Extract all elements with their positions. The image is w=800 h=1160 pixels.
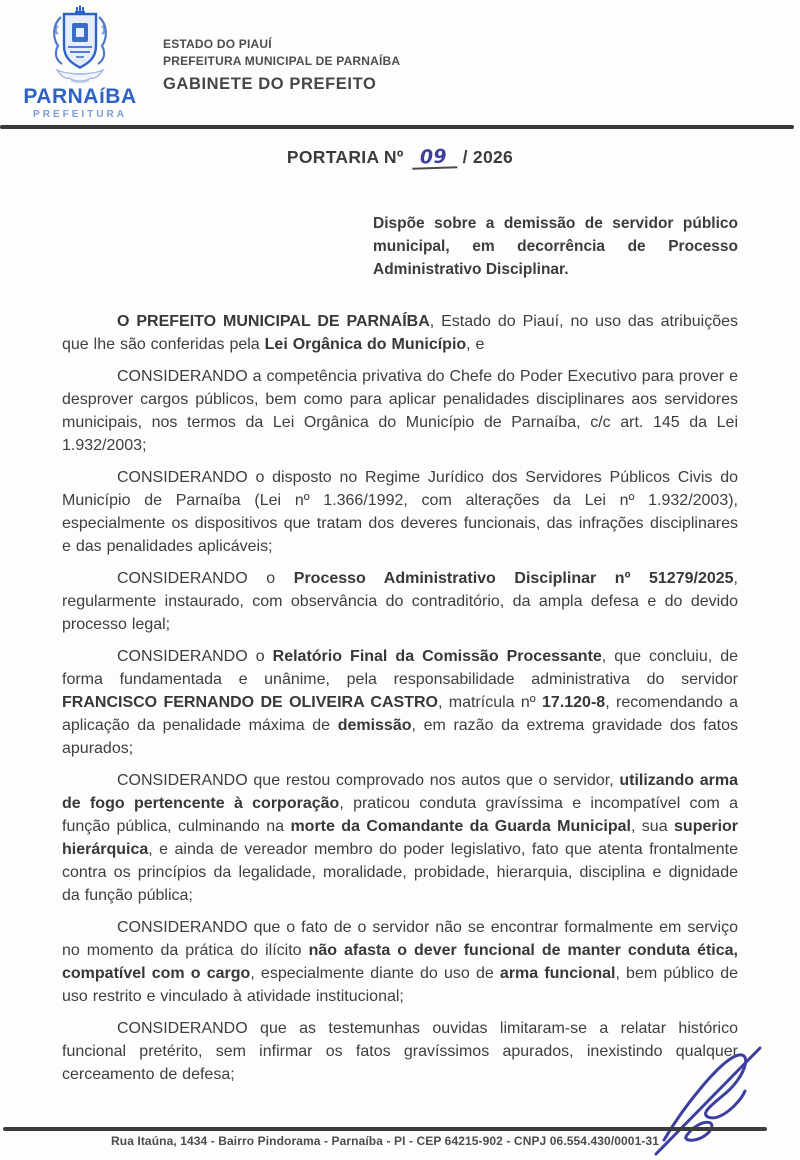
paragraph xyxy=(62,567,738,636)
paragraph-text: , em razão da extrema gravidade dos fatos apurados; xyxy=(62,717,738,757)
paragraph-text: CONSIDERANDO o xyxy=(117,570,294,587)
paragraph-bold-text: 17.120-8 xyxy=(542,694,606,711)
paragraph-text: CONSIDERANDO que as testemunhas ouvidas limitaram-se a relatar histórico funcional pretérito, sem infirmar os fatos gravíssimos apurados, inexistindo qualquer cerceamento de defesa; xyxy=(62,1020,738,1083)
paragraph-text: CONSIDERANDO que restou comprovado nos autos que o servidor, xyxy=(117,772,620,789)
paragraph-bold-text: O PREFEITO MUNICIPAL DE PARNAÍBA xyxy=(117,313,430,330)
paragraph xyxy=(62,310,738,356)
paragraph-bold-text: utilizando arma de fogo pertencente à corporação xyxy=(62,772,738,812)
paragraph-bold-text: não afasta o dever funcional de manter conduta ética, compatível com o cargo xyxy=(62,942,738,982)
body-paragraphs xyxy=(62,310,738,1095)
logo-wordmark-sub: PREFEITURA xyxy=(33,109,127,120)
paragraph-text: , bem público de uso restrito e vinculado à atividade institucional; xyxy=(62,965,739,1005)
paragraph-text: CONSIDERANDO que o fato de o servidor não se encontrar formalmente em serviço no momento da prática do ilícito xyxy=(62,919,738,959)
portaria-number-handwritten: 09 xyxy=(411,147,457,170)
portaria-year: / 2026 xyxy=(462,147,514,167)
paragraph-text: CONSIDERANDO o xyxy=(117,648,273,665)
paragraph-text: , Estado do Piauí, no uso das atribuições que lhe são conferidas pela xyxy=(62,313,738,353)
portaria-title-prefix: PORTARIA Nº xyxy=(286,147,404,167)
paragraph-bold-text: superior hierárquica xyxy=(62,818,739,858)
logo-wordmark: PARNAíBA xyxy=(23,85,137,108)
page-title xyxy=(0,147,800,169)
paragraph-text: , praticou conduta gravíssima e incompatível com a função pública, culminando na xyxy=(62,795,738,835)
paragraph xyxy=(62,769,738,907)
paragraph-bold-text: Lei Orgânica do Município xyxy=(264,336,467,353)
paragraph-bold-text: demissão xyxy=(337,717,412,734)
coat-of-arms-icon xyxy=(49,4,111,86)
footer-address: Rua Itaúna, 1434 - Bairro Pindorama - Parnaíba - PI - CEP 64215-902 - CNPJ 06.554.430/0001-31 xyxy=(111,1134,659,1148)
paragraph xyxy=(62,916,738,1008)
header-org-lines xyxy=(163,36,400,96)
paragraph-bold-text: FRANCISCO FERNANDO DE OLIVEIRA CASTRO xyxy=(62,694,438,711)
epigraph: Dispõe sobre a demissão de servidor público municipal, em decorrência de Processo Administrativo Disciplinar. xyxy=(373,215,738,278)
paragraph-bold-text: morte da Comandante da Guarda Municipal xyxy=(290,818,631,835)
paragraph-bold-text: arma funcional xyxy=(499,965,616,982)
paragraph-text: , e ainda de vereador membro do poder legislativo, fato que atenta frontalmente contra os princípios da legalidade, moralidade, probidade, hierarquia, disciplina e dignidade da função pública; xyxy=(62,841,738,904)
paragraph xyxy=(62,645,738,760)
paragraph xyxy=(62,1017,738,1086)
header-city-line: PREFEITURA MUNICIPAL DE PARNAÍBA xyxy=(163,54,401,68)
footer-divider xyxy=(3,1127,767,1131)
paragraph xyxy=(62,466,738,558)
paragraph-text: CONSIDERANDO a competência privativa do Chefe do Poder Executivo para prover e desprover cargos públicos, bem como para aplicar penalidades disciplinares aos servidores municipais, nos termos da Lei Orgânica do Município de Parnaíba, c/c art. 145 da Lei 1.932/2003; xyxy=(62,368,738,454)
paragraph-text: , recomendando a aplicação da penalidade máxima de xyxy=(62,694,738,734)
letterhead xyxy=(0,0,800,125)
paragraph-text: , que concluiu, de forma fundamentada e unânime, pela responsabilidade administrativa do servidor xyxy=(62,648,738,688)
paragraph-text: , especialmente diante do uso de xyxy=(250,965,500,982)
paragraph-bold-text: Processo Administrativo Disciplinar nº 51279/2025 xyxy=(293,570,734,587)
paragraph-text: CONSIDERANDO o disposto no Regime Jurídico dos Servidores Públicos Civis do Município de Parnaíba (Lei nº 1.366/1992, com alterações da Lei nº 1.932/2003), especialmente os dispositivos que tratam dos deveres funcionais, das infrações disciplinares e das penalidades aplicáveis; xyxy=(62,469,738,555)
paragraph-text: , regularmente instaurado, com observância do contraditório, da ampla defesa e do devido processo legal; xyxy=(62,570,738,633)
header-state-line: ESTADO DO PIAUÍ xyxy=(163,37,272,51)
paragraph-bold-text: Relatório Final da Comissão Processante xyxy=(272,648,602,665)
paragraph-text: , matrícula nº xyxy=(437,694,543,711)
paragraph-text: , sua xyxy=(630,818,675,835)
city-logo xyxy=(5,2,155,120)
paragraph-text: , e xyxy=(466,336,485,353)
header-office-line: GABINETE DO PREFEITO xyxy=(163,75,377,93)
paragraph xyxy=(62,365,738,457)
header-divider xyxy=(0,125,794,129)
